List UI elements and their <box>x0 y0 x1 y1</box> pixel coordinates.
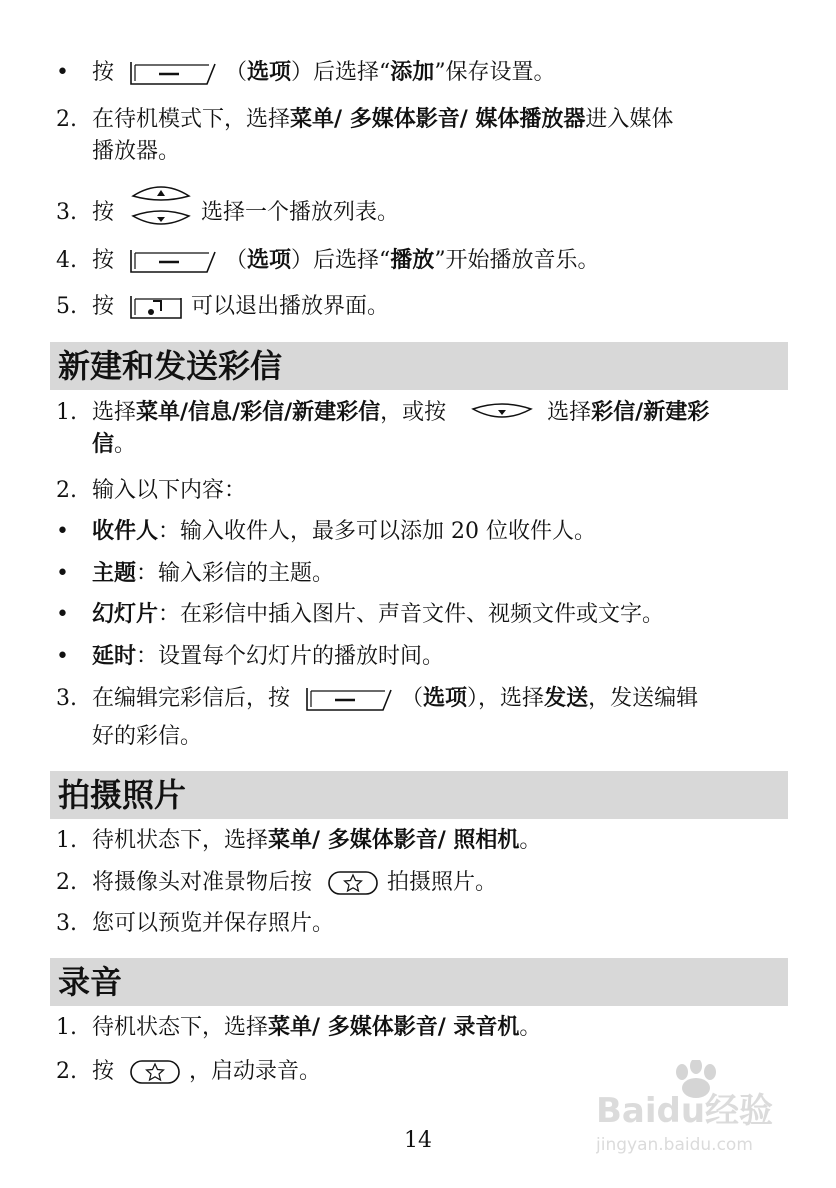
nav-down-key-icon <box>471 403 533 423</box>
step-number: 2. <box>56 107 77 132</box>
section-heading-record: 录音 <box>50 958 788 1006</box>
mms-step-2 <box>56 476 246 506</box>
record-step-2 <box>56 1057 321 1087</box>
text: （ <box>225 60 248 85</box>
left-softkey-icon <box>129 248 217 274</box>
photo-step-1 <box>56 826 541 856</box>
step-number: 4. <box>56 248 77 273</box>
text: 按 <box>92 1059 115 1084</box>
text: ），选择 <box>467 686 545 711</box>
step-5 <box>56 292 389 322</box>
left-softkey-icon <box>305 686 393 712</box>
text: 拍摄照片。 <box>387 870 498 895</box>
text: ）后选择“ <box>291 248 391 273</box>
text: 按 <box>92 200 115 225</box>
photo-step-2 <box>56 868 497 898</box>
text: 在编辑完彩信后，按 <box>92 686 291 711</box>
section-heading-photo: 拍摄照片 <box>50 771 788 819</box>
nav-up-down-key-icon <box>129 184 193 228</box>
text: 添加 <box>390 60 435 85</box>
page-number: 14 <box>404 1128 432 1153</box>
text: 按 <box>92 294 115 319</box>
text: 选择 <box>547 400 592 425</box>
field-name: 延时 <box>92 644 137 669</box>
step-number: 1. <box>56 400 77 425</box>
text: 播放 <box>390 248 435 273</box>
text: ：输入彩信的主题。 <box>136 561 335 586</box>
step-number: 2. <box>56 1059 77 1084</box>
menu-path: 彩信/新建彩 <box>591 400 710 425</box>
text: 按 <box>92 248 115 273</box>
text: 进入媒体 <box>585 107 674 132</box>
mms-field-slide <box>56 600 664 630</box>
text: 。 <box>519 1015 542 1040</box>
text: 将摄像头对准景物后按 <box>92 870 313 895</box>
text: ，或按 <box>380 400 447 425</box>
text: ”开始播放音乐。 <box>434 248 600 273</box>
text: 您可以预览并保存照片。 <box>92 911 335 936</box>
text: 输入以下内容： <box>92 478 247 503</box>
photo-step-3 <box>56 909 334 939</box>
text: ：在彩信中插入图片、声音文件、视频文件或文字。 <box>158 602 665 627</box>
bullet-marker: • <box>56 60 69 85</box>
text: 信 <box>92 432 115 457</box>
mms-field-recipient <box>56 517 596 547</box>
field-name: 幻灯片 <box>92 602 159 627</box>
text: ：输入收件人，最多可以添加 20 位收件人。 <box>158 519 596 544</box>
text: 选择一个播放列表。 <box>201 200 400 225</box>
menu-path: 菜单/信息/彩信/新建彩信 <box>136 400 381 425</box>
bullet-marker: • <box>56 519 69 544</box>
mms-step-1-continuation <box>92 430 136 460</box>
step-bullet-save <box>56 58 556 88</box>
watermark-brand: Baidu经验 <box>596 1091 774 1131</box>
step-number: 2. <box>56 478 77 503</box>
ok-star-key-icon <box>129 1059 181 1085</box>
text: 待机状态下，选择 <box>92 828 269 853</box>
record-step-1 <box>56 1013 541 1043</box>
text: 可以退出播放界面。 <box>191 294 390 319</box>
text: ，发送编辑 <box>588 686 699 711</box>
text: 。 <box>519 828 542 853</box>
text: 在待机模式下，选择 <box>92 107 291 132</box>
text: 选项 <box>423 686 468 711</box>
step-number: 3. <box>56 911 77 936</box>
field-name: 主题 <box>92 561 137 586</box>
mms-field-delay <box>56 642 444 672</box>
step-number: 2. <box>56 870 77 895</box>
step-number: 3. <box>56 686 77 711</box>
mms-step-1 <box>56 398 709 428</box>
menu-path: 菜单/ 多媒体影音/ 照相机 <box>268 828 520 853</box>
step-4 <box>56 246 600 276</box>
mms-step-3-continuation: 好的彩信。 <box>92 724 203 749</box>
menu-path: 菜单/ 多媒体影音/ 录音机 <box>268 1015 520 1040</box>
text: 按 <box>92 60 115 85</box>
ok-star-key-icon <box>327 870 379 896</box>
text: 发送 <box>544 686 589 711</box>
field-name: 收件人 <box>92 519 159 544</box>
mms-step-3 <box>56 684 698 714</box>
watermark-url: jingyan.baidu.com <box>596 1135 753 1155</box>
section-heading-mms: 新建和发送彩信 <box>50 342 788 390</box>
text: 待机状态下，选择 <box>92 1015 269 1040</box>
text: ，启动录音。 <box>189 1059 322 1084</box>
mms-field-subject <box>56 559 334 589</box>
text: ）后选择“ <box>291 60 391 85</box>
left-softkey-icon <box>129 60 217 86</box>
step-3 <box>56 198 399 228</box>
text: ”保存设置。 <box>434 60 556 85</box>
step-number: 1. <box>56 1015 77 1040</box>
bullet-marker: • <box>56 644 69 669</box>
step-number: 3. <box>56 200 77 225</box>
text: （ <box>225 248 248 273</box>
step-number: 1. <box>56 828 77 853</box>
step-2 <box>56 105 673 135</box>
bullet-marker: • <box>56 561 69 586</box>
text: 选择 <box>92 400 137 425</box>
text: （ <box>401 686 424 711</box>
menu-path: 菜单/ 多媒体影音/ 媒体播放器 <box>290 107 586 132</box>
text: 选项 <box>247 60 292 85</box>
text: 选项 <box>247 248 292 273</box>
text: 。 <box>114 432 137 457</box>
music-key-icon <box>129 294 183 320</box>
step-2-continuation: 播放器。 <box>92 139 181 164</box>
bullet-marker: • <box>56 602 69 627</box>
step-number: 5. <box>56 294 77 319</box>
text: ：设置每个幻灯片的播放时间。 <box>136 644 445 669</box>
